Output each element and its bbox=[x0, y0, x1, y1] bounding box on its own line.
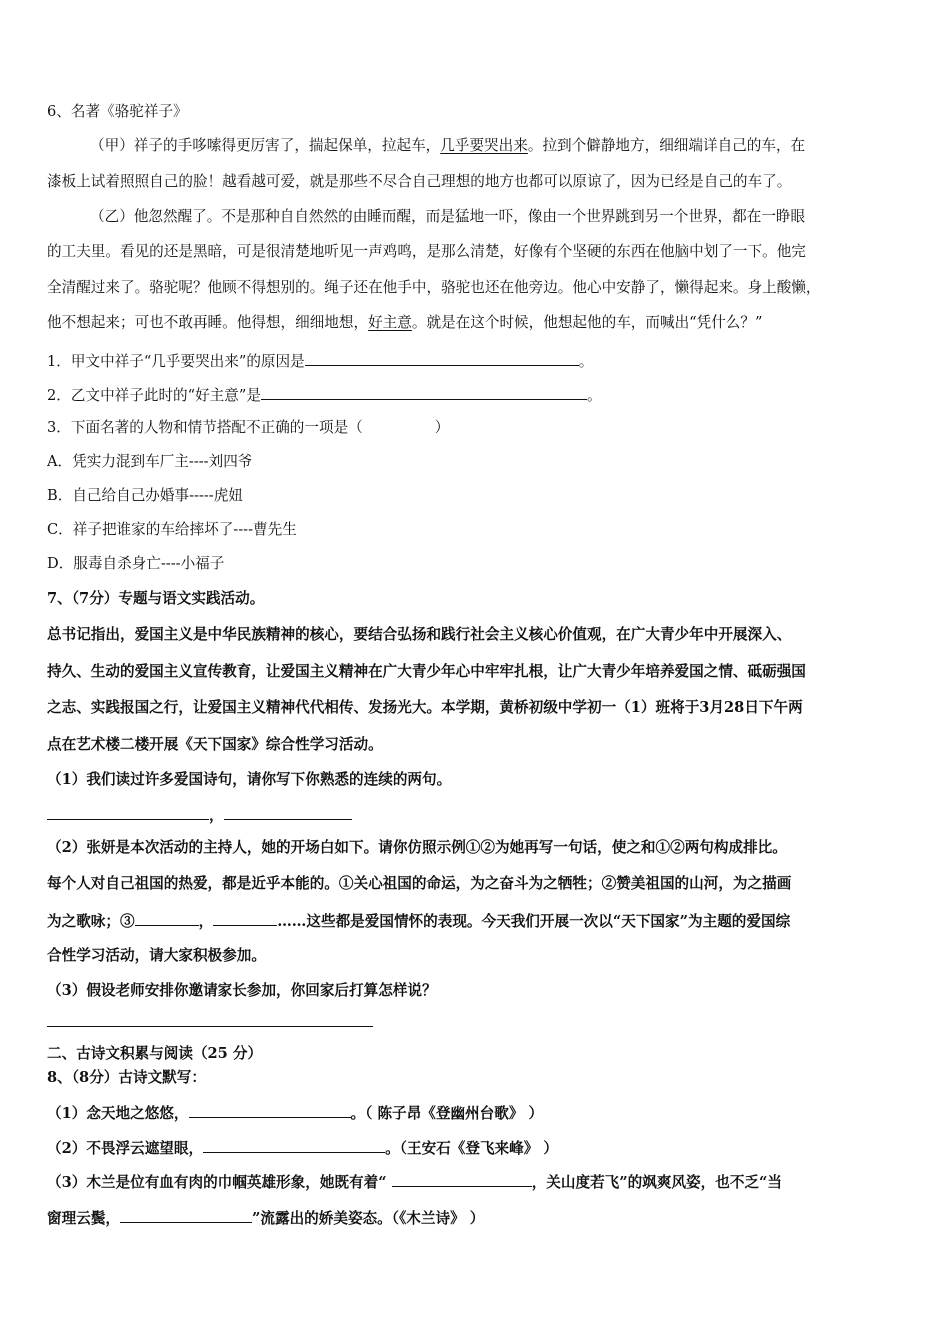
passage-yi-line-1: （乙）他忽然醒了。不是那种自自然然的由睡而醒，而是猛地一吓，像由一个世界跳到另一个世界，都在一睁眼 bbox=[90, 208, 806, 225]
underlined-phrase-idea: 好主意 bbox=[368, 314, 412, 331]
passage-jia-line-1 bbox=[90, 136, 907, 156]
q7-part-2-line-2: 每个人对自己祖国的热爱，都是近乎本能的。①关心祖国的命运，为之奋斗为之牺牲；②赞美祖国的山河，为之描画 bbox=[47, 875, 792, 892]
passage-yi-text: 。就是在这个时候，他想起他的车，而喊出“凭什么？” bbox=[411, 314, 763, 331]
paren-close: ） bbox=[434, 419, 450, 436]
text: 窗理云鬓， bbox=[47, 1210, 120, 1227]
text: （2）不畏浮云遮望眼， bbox=[47, 1140, 204, 1157]
q7-intro-line-3: 之志、实践报国之行，让爱国主义精神代代相传、发扬光大。本学期，黄桥初级中学初一（1）班将于3月28日下午两 bbox=[47, 699, 803, 716]
answer-blank[interactable] bbox=[135, 910, 199, 926]
q7-part-2-line-3 bbox=[47, 910, 907, 932]
passage-yi-line-4 bbox=[47, 313, 907, 333]
q7-intro-line-4: 点在艺术楼二楼开展《天下国家》综合性学习活动。 bbox=[47, 736, 383, 753]
q6-sub-2 bbox=[47, 384, 907, 406]
q6-sub-3 bbox=[47, 418, 907, 438]
answer-blank[interactable] bbox=[392, 1171, 532, 1187]
text: 。（ 陈子昂《登幽州台歌》 ） bbox=[350, 1105, 544, 1122]
sub-2-text: 2．乙文中祥子此时的“好主意”是 bbox=[47, 387, 261, 404]
q7-part-1-answer-line bbox=[47, 804, 907, 826]
passage-yi-line-3: 全清醒过来了。骆驼呢？他顾不得想别的。绳子还在他手中，骆驼也还在他旁边。他心中安静了，懒得起来。身上酸懒， bbox=[47, 279, 821, 296]
q7-intro-line-2: 持久、生动的爱国主义宣传教育，让爱国主义精神在广大青少年心中牢牢扎根，让广大青少年培养爱国之情、砥砺强国 bbox=[47, 663, 806, 680]
q7-part-3-answer-line[interactable] bbox=[47, 1026, 373, 1027]
text: 为之歌咏；③ bbox=[47, 913, 135, 930]
period: 。 bbox=[578, 353, 594, 370]
option-b: B．自己给自己办婚事-----虎妞 bbox=[47, 487, 243, 504]
answer-blank[interactable] bbox=[120, 1207, 252, 1223]
option-d: D．服毒自杀身亡----小福子 bbox=[47, 555, 225, 572]
text: ……这些都是爱国情怀的表现。今天我们开展一次以“天下国家”为主题的爱国综 bbox=[277, 913, 791, 930]
text: 。（王安石《登飞来峰》 ） bbox=[385, 1140, 559, 1157]
answer-blank[interactable] bbox=[47, 804, 209, 820]
q7-part-1: （1）我们读过许多爱国诗句，请你写下你熟悉的连续的两句。 bbox=[47, 771, 452, 788]
text: ”流露出的娇美姿态。（《木兰诗》 ） bbox=[251, 1210, 485, 1227]
option-c: C．祥子把谁家的车给摔坏了----曹先生 bbox=[47, 521, 297, 538]
q6-sub-1 bbox=[47, 350, 907, 372]
sub-3-text: 3．下面名著的人物和情节搭配不正确的一项是（ bbox=[47, 419, 363, 436]
text: ，关山度若飞”的飒爽风姿，也不乏“当 bbox=[531, 1174, 782, 1191]
period: 。 bbox=[586, 387, 602, 404]
section-2-title: 二、古诗文积累与阅读（25 分） bbox=[47, 1045, 263, 1062]
answer-blank[interactable] bbox=[224, 804, 352, 820]
passage-jia-text: （甲）祥子的手哆嗦得更厉害了，揣起保单，拉起车， bbox=[90, 137, 441, 154]
q7-part-2-line-4: 合性学习活动，请大家积极参加。 bbox=[47, 947, 266, 964]
text: （3）木兰是位有血有肉的巾帼英雄形象，她既有着“ bbox=[47, 1174, 392, 1191]
q6-title: 6、名著《骆驼祥子》 bbox=[47, 103, 188, 120]
sub-1-text: 1．甲文中祥子“几乎要哭出来”的原因是 bbox=[47, 353, 305, 370]
answer-blank[interactable] bbox=[203, 1137, 385, 1153]
q7-part-3: （3）假设老师安排你邀请家长参加，你回家后打算怎样说？ bbox=[47, 982, 437, 999]
q8-line-1 bbox=[47, 1102, 907, 1124]
passage-jia-text: 。拉到个僻静地方，细细端详自己的车，在 bbox=[527, 137, 806, 154]
passage-yi-line-2: 的工夫里。看见的还是黑暗，可是很清楚地听见一声鸡鸣，是那么清楚，好像有个坚硬的东西在他脑中划了一下。他完 bbox=[47, 243, 806, 260]
option-a: A．凭实力混到车厂主----刘四爷 bbox=[47, 453, 253, 470]
comma: ， bbox=[198, 913, 214, 930]
q7-part-2-line-1: （2）张妍是本次活动的主持人，她的开场白如下。请你仿照示例①②为她再写一句话，使之和①②两句构成排比。 bbox=[47, 839, 787, 856]
q7-intro-line-1: 总书记指出，爱国主义是中华民族精神的核心，要结合弘扬和践行社会主义核心价值观，在广大青少年中开展深入、 bbox=[47, 626, 792, 643]
q8-title: 8、（8分）古诗文默写： bbox=[47, 1069, 206, 1086]
q8-line-2 bbox=[47, 1137, 907, 1159]
answer-blank[interactable] bbox=[189, 1102, 351, 1118]
q8-line-3 bbox=[47, 1171, 907, 1193]
text: （1）念天地之悠悠， bbox=[47, 1105, 189, 1122]
passage-jia-line-2: 漆板上试着照照自己的脸！越看越可爱，就是那些不尽合自己理想的地方也都可以原谅了，因为已经是自己的车了。 bbox=[47, 173, 792, 190]
q8-line-4 bbox=[47, 1207, 907, 1229]
comma: ， bbox=[209, 807, 224, 824]
passage-yi-text: 他不想起来；可也不敢再睡。他得想，细细地想， bbox=[47, 314, 369, 331]
underlined-phrase-cry: 几乎要哭出来 bbox=[440, 137, 528, 154]
q7-title: 7、（7分）专题与语文实践活动。 bbox=[47, 590, 265, 607]
answer-blank[interactable] bbox=[305, 350, 579, 366]
answer-blank[interactable] bbox=[213, 910, 277, 926]
answer-blank[interactable] bbox=[261, 384, 587, 400]
